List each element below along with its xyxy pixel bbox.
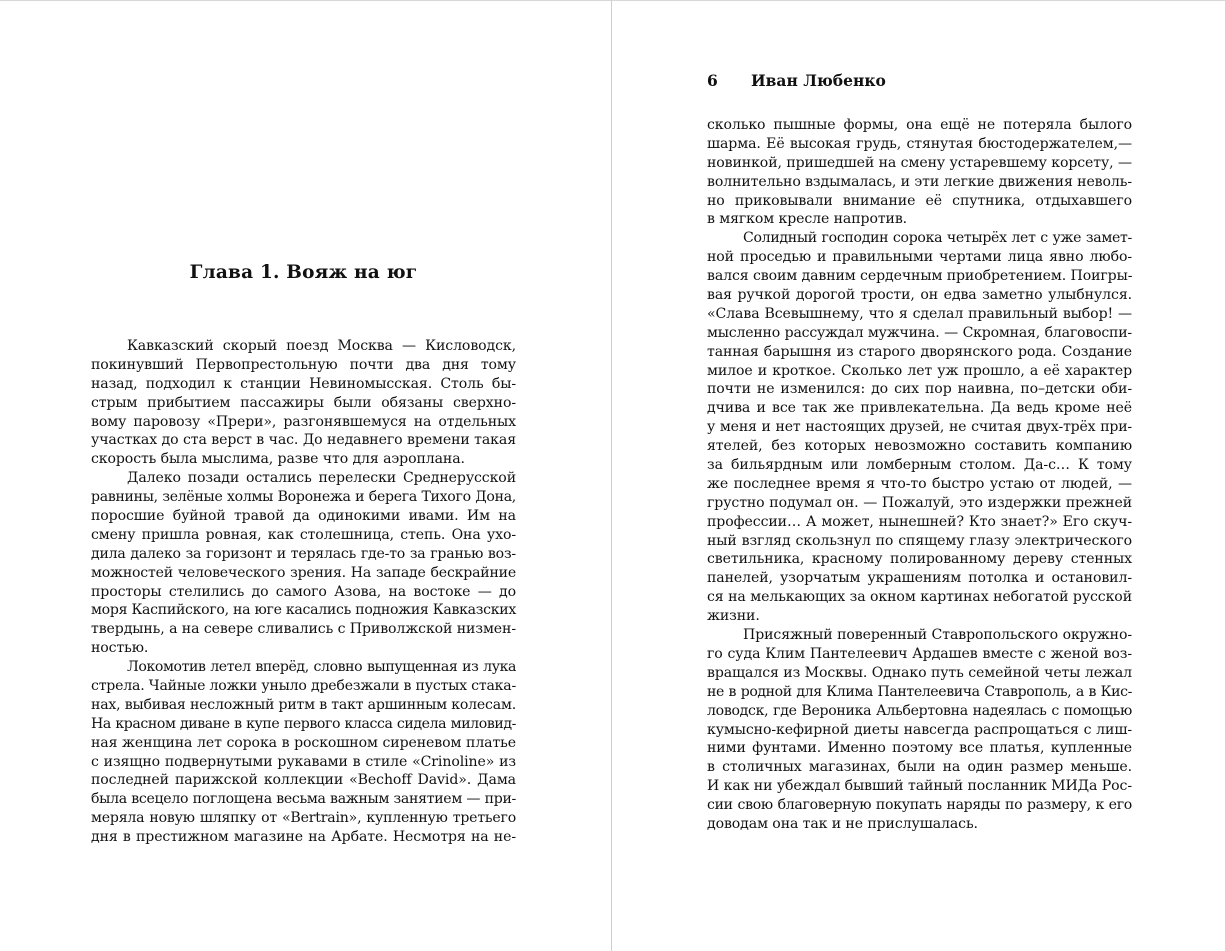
- text-line: Присяжный поверенный Ставропольского окружно-: [743, 627, 1132, 644]
- text-line: в мягком кресле напротив.: [707, 211, 908, 228]
- text-line: мысленно рассуждал мужчина. — Скромная, благовоспи-: [707, 324, 1132, 341]
- text-line: И как ни убеждал бывший тайный посланник МИДа Рос-: [707, 778, 1132, 795]
- text-line: новинкой, пришедшей на смену устаревшему корсету, —: [707, 154, 1132, 171]
- text-line: ная женщина лет сорока в роскошном сиреневом платье: [91, 734, 516, 751]
- text-line: вращался из Москвы. Однако путь семейной четы лежал: [707, 664, 1132, 681]
- text-line: кумысно-кефирной диеты навсегда распрощаться с лиш-: [707, 721, 1132, 738]
- text-line: последней парижской коллекции «Bechoff David». Дама: [91, 772, 516, 789]
- text-line: Локомотив летел вперёд, словно выпущенная из лука: [127, 659, 516, 676]
- text-line: Далеко позади остались перелески Среднерусской: [127, 470, 516, 487]
- chapter-title: Глава 1. Вояж на юг: [189, 262, 418, 284]
- text-line: смену пришла ровная, как столешница, степь. Она ухо-: [91, 526, 516, 543]
- text-line: вому паровозу «Прери», разгонявшемуся на отдельных: [91, 413, 516, 430]
- text-line: грустно подумал он. — Пожалуй, это издержки прежней: [707, 494, 1132, 511]
- text-line: танная барышня из старого дворянского рода. Создание: [707, 343, 1132, 360]
- text-line: панелей, узорчатым украшениям потолка и остановил-: [707, 570, 1132, 587]
- text-line: назад, подходил к станции Невиномысская. Столь бы-: [91, 375, 516, 392]
- text-line: меряла новую шляпку от «Bertrain», купленную третьего: [91, 810, 516, 827]
- text-line: шарма. Её высокая грудь, стянутая бюстодержателем,—: [707, 135, 1132, 152]
- text-line: покинувший Первопрестольную почти два дня тому: [91, 356, 516, 373]
- right-page: [612, 0, 1225, 951]
- author-name: Иван Любенко: [751, 71, 886, 90]
- text-line: сколько пышные формы, она ещё не потеряла былого: [707, 117, 1132, 133]
- text-line: жизни.: [707, 608, 760, 625]
- text-line: поросшие буйной травой да одинокими ивами. Им на: [91, 508, 516, 525]
- text-line: ятелей, без которых невозможно составить компанию: [707, 438, 1132, 455]
- text-line: в столичных магазинах, были на один размер меньше.: [707, 759, 1132, 776]
- text-line: ной проседью и правильными чертами лица явно любо-: [707, 249, 1132, 266]
- left-page-text: [91, 337, 516, 847]
- text-line: «Слава Всевышнему, что я сделал правильный выбор! —: [707, 305, 1132, 322]
- text-line: с изящно подвернутыми рукавами в стиле «Crinoline» из: [91, 753, 516, 770]
- right-page-text: [707, 116, 1132, 834]
- text-line: Солидный господин сорока четырёх лет с уже замет-: [743, 230, 1132, 247]
- text-line: вая ручкой дорогой трости, он едва заметно улыбнулся.: [707, 287, 1132, 304]
- text-line: сии свою благоверную покупать наряды по размеру, к его: [707, 797, 1132, 814]
- text-line: но приковывали внимание её спутника, отдыхавшего: [707, 192, 1132, 209]
- text-line: дила далеко за горизонт и терялась где-то за гранью воз-: [91, 545, 516, 562]
- text-line: у меня и нет настоящих друзей, не считая двух-трёх при-: [707, 419, 1132, 436]
- text-line: ловодск, где Вероника Альбертовна надеялась с помощью: [707, 702, 1132, 719]
- text-line: твердынь, а на севере сливались с Приволжской низмен-: [91, 621, 516, 638]
- text-line: доводам она так и не прислушалась.: [707, 815, 978, 832]
- text-line: почти не изменился: до сих пор наивна, по–детски оби-: [707, 381, 1132, 398]
- text-line: можностей человеческого зрения. На западе бескрайние: [91, 564, 516, 581]
- text-line: не в родной для Клима Пантелеевича Ставрополь, а в Кис-: [707, 683, 1132, 700]
- text-line: светильника, красному полированному дереву стенных: [707, 551, 1132, 568]
- text-line: волнительно вздымалась, и эти легкие движения неволь-: [707, 173, 1132, 190]
- text-line: ними фунтами. Именно поэтому все платья, купленные: [707, 740, 1132, 757]
- text-line: дчива и все так же привлекательна. Да ведь кроме неё: [707, 400, 1132, 417]
- text-line: Кавказский скорый поезд Москва — Кисловодск,: [127, 338, 516, 354]
- text-line: стрым прибытием пассажиры были обязаны сверхно-: [91, 394, 516, 411]
- text-line: На красном диване в купе первого класса сидела миловид-: [91, 715, 516, 732]
- running-head: [707, 71, 886, 91]
- text-line: дня в престижном магазине на Арбате. Несмотря на не-: [91, 829, 516, 846]
- text-line: го суда Клим Пантелеевич Ардашев вместе с женой воз-: [707, 645, 1132, 662]
- text-line: вался своим давним сердечным приобретением. Поигры-: [707, 268, 1133, 285]
- text-line: профессии… А может, нынешней? Кто знает?» Его скуч-: [707, 513, 1132, 530]
- text-line: нах, выбивая несложный ритм в такт аршинным колесам.: [91, 696, 516, 713]
- left-page: [0, 0, 611, 951]
- text-line: равнины, зелёные холмы Воронежа и берега Тихого Дона,: [91, 489, 516, 506]
- text-line: была всецело поглощена весьма важным занятием — при-: [91, 791, 516, 808]
- text-line: скорость была мыслима, разве что для аэроплана.: [91, 451, 465, 468]
- text-line: милое и кроткое. Сколько лет уж прошло, а её характер: [707, 362, 1132, 379]
- text-line: же последнее время я что-то быстро устаю от людей, —: [707, 475, 1132, 492]
- text-line: за бильярдным или ломберным столом. Да-с… К тому: [707, 457, 1132, 474]
- text-line: просторы стелились до самого Азова, на востоке — до: [91, 583, 516, 600]
- text-line: ный взгляд скользнул по спящему глазу электрического: [707, 532, 1132, 549]
- text-line: ся на мелькающих за окном картинах небогатой русской: [707, 589, 1132, 606]
- text-line: участках до ста верст в час. До недавнего времени такая: [91, 432, 516, 449]
- text-line: стрела. Чайные ложки уныло дребезжали в пустых стака-: [91, 678, 517, 695]
- page-number: 6: [707, 71, 718, 90]
- text-line: ностью.: [91, 640, 149, 657]
- text-line: моря Каспийского, на юге касались подножия Кавказских: [91, 602, 516, 619]
